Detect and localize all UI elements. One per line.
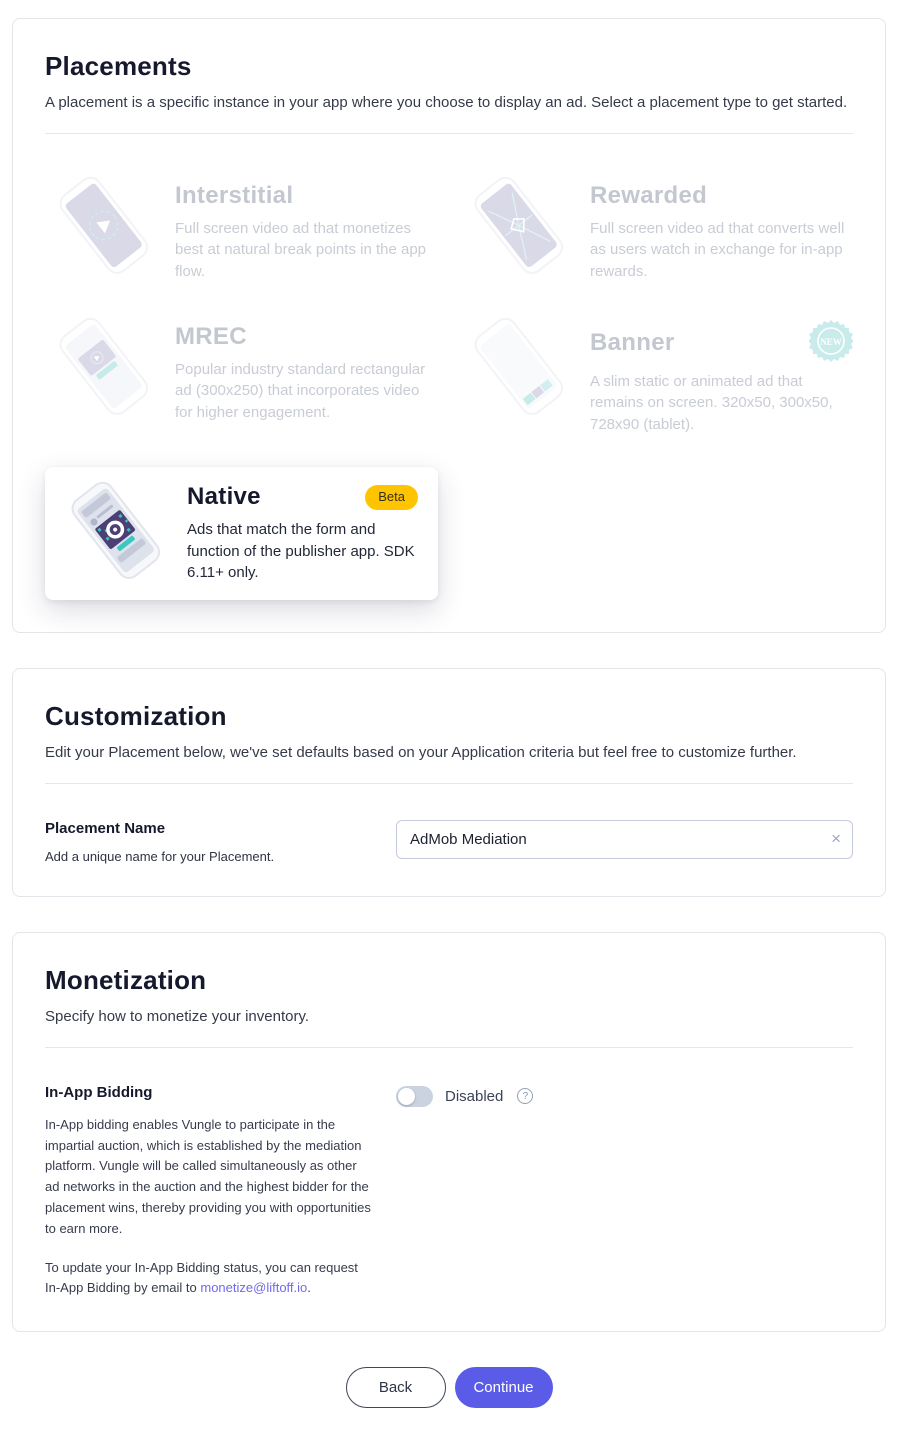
contact-text: To update your In-App Bidding status, you can request In-App Bidding by email to xyxy=(45,1259,358,1296)
customization-section xyxy=(12,668,886,897)
mrec-phone-icon xyxy=(45,315,161,424)
toggle-knob xyxy=(398,1088,415,1105)
beta-badge: Beta xyxy=(365,485,418,510)
placement-name-row xyxy=(45,820,853,864)
placement-name-helper: Add a unique name for your Placement. xyxy=(45,848,275,864)
placement-option-title: Banner xyxy=(590,329,675,356)
toggle-state-label: Disabled xyxy=(445,1087,504,1105)
placement-option-native-selected[interactable] xyxy=(45,467,438,600)
placements-section xyxy=(12,18,886,633)
placements-title: Placements xyxy=(45,51,192,81)
monetize-email-link[interactable]: monetize@liftoff.io xyxy=(200,1280,308,1296)
placement-option-title: MREC xyxy=(175,323,247,350)
section-divider xyxy=(45,133,853,134)
placements-description: A placement is a specific instance in your app where you choose to display an ad. Select a placement type to get started. xyxy=(45,94,848,111)
rewarded-phone-icon xyxy=(460,174,576,283)
in-app-bidding-row xyxy=(45,1084,853,1299)
placement-option-mrec[interactable] xyxy=(45,315,438,435)
customization-description: Edit your Placement below, we've set defaults based on your Application criteria but feel free to customize further. xyxy=(45,743,797,761)
monetization-description: Specify how to monetize your inventory. xyxy=(45,1007,310,1025)
placement-option-description: Popular industry standard rectangular ad (300x250) that incorporates video for higher engagement. xyxy=(175,361,426,421)
placement-option-title: Rewarded xyxy=(590,182,708,209)
placement-option-description: Ads that match the form and function of the publisher app. SDK 6.11+ only. xyxy=(187,521,415,582)
monetization-title: Monetization xyxy=(45,964,207,995)
section-divider xyxy=(45,783,853,784)
placement-option-rewarded[interactable] xyxy=(460,174,853,283)
placement-type-grid xyxy=(45,174,853,600)
contact-text-suffix: . xyxy=(307,1280,311,1296)
back-button[interactable]: Back xyxy=(346,1367,446,1408)
new-badge-icon xyxy=(809,319,853,363)
placement-name-input[interactable] xyxy=(396,820,853,859)
customization-title: Customization xyxy=(45,700,227,731)
svg-text:NEW: NEW xyxy=(820,337,842,347)
banner-phone-icon xyxy=(460,315,576,424)
in-app-bidding-contact xyxy=(45,1258,372,1300)
in-app-bidding-toggle[interactable] xyxy=(396,1086,433,1107)
in-app-bidding-description: In-App bidding enables Vungle to participate in the impartial auction, which is established by the mediation platform. Vungle will be called simultaneously as other ad networks in the auction and the highest bidder for the placement wins, thereby providing you with opportunities to earn more. xyxy=(45,1116,371,1236)
help-question-icon[interactable]: ? xyxy=(517,1088,533,1104)
native-phone-icon xyxy=(57,479,173,588)
placement-name-label: Placement Name xyxy=(45,819,166,837)
placement-option-description: Full screen video ad that converts well as users watch in exchange for in-app rewards. xyxy=(590,220,845,280)
section-divider xyxy=(45,1047,853,1048)
monetization-section xyxy=(12,932,886,1332)
interstitial-phone-icon xyxy=(45,174,161,283)
placement-option-banner[interactable] xyxy=(460,315,853,435)
in-app-bidding-label: In-App Bidding xyxy=(45,1083,153,1101)
placement-option-title: Native xyxy=(187,483,261,511)
placement-option-description: Full screen video ad that monetizes best at natural break points in the app flow. xyxy=(175,220,427,280)
placement-option-title: Interstitial xyxy=(175,182,294,209)
clear-input-icon[interactable]: × xyxy=(831,828,841,848)
footer-actions xyxy=(0,1367,898,1408)
continue-button[interactable]: Continue xyxy=(455,1367,553,1408)
placement-option-interstitial[interactable] xyxy=(45,174,438,283)
placement-option-description: A slim static or animated ad that remains on screen. 320x50, 300x50, 728x90 (tablet). xyxy=(590,373,833,433)
